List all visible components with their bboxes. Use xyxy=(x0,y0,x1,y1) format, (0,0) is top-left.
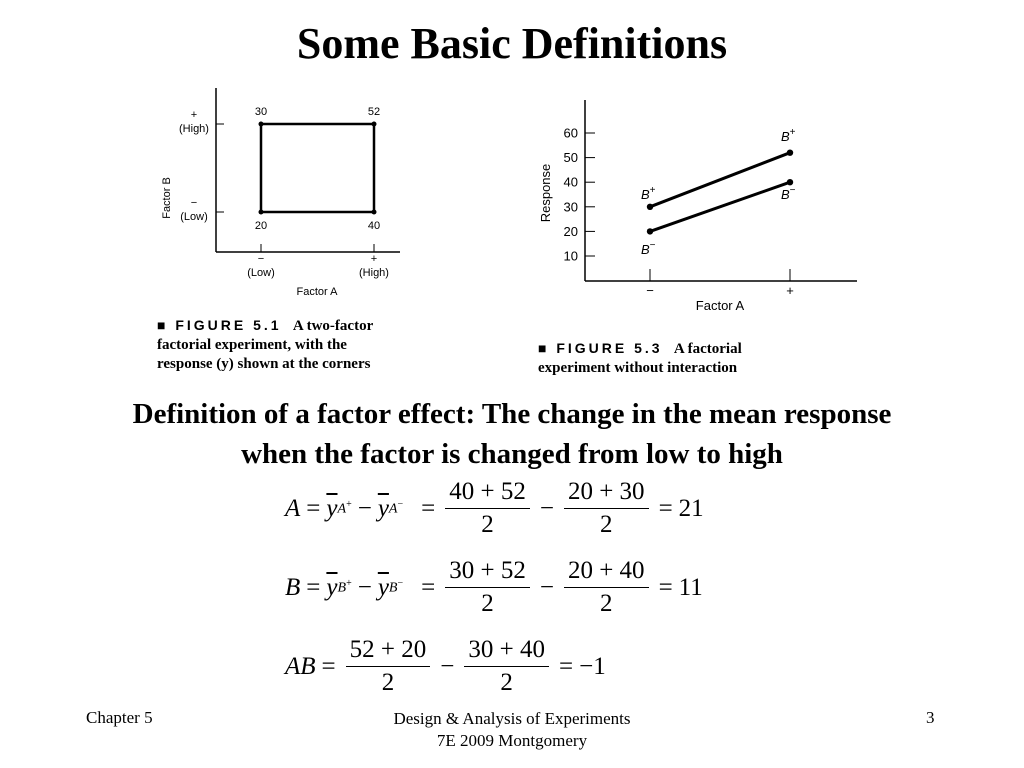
caption-text: factorial experiment, with the xyxy=(157,337,347,353)
x-low-sign: − xyxy=(257,253,265,265)
footer-page-number: 3 xyxy=(926,708,935,727)
series-lines xyxy=(647,149,793,234)
corner-value-bottom-right: 40 xyxy=(367,220,381,232)
minus-sign: − xyxy=(539,494,554,522)
fraction xyxy=(346,636,431,697)
figure-5-1-caption xyxy=(157,316,373,374)
data-point xyxy=(647,228,653,234)
denominator: 2 xyxy=(381,669,395,696)
corner-point xyxy=(259,122,264,127)
definition-line: when the factor is changed from low to high xyxy=(241,438,783,470)
corner-value-top-left: 30 xyxy=(254,106,268,118)
eq-result: −1 xyxy=(579,652,606,680)
y-low-label: (Low) xyxy=(180,211,208,223)
y-tick-label: 60 xyxy=(563,125,578,141)
fraction xyxy=(464,636,549,697)
y-tick-label: 10 xyxy=(563,248,578,264)
equals-sign: = xyxy=(658,573,673,601)
y-high-sign: + xyxy=(190,109,198,121)
slide-title: Some Basic Definitions xyxy=(296,19,728,68)
denominator: 2 xyxy=(500,669,513,696)
figure-5-1 xyxy=(150,88,410,303)
x-high-label: (High) xyxy=(359,267,389,279)
numerator: 30 + 40 xyxy=(464,636,549,667)
factor-effect-definition xyxy=(0,394,1024,474)
y-tick-label: 30 xyxy=(563,199,578,215)
data-point xyxy=(647,204,653,210)
footer-title-line: 7E 2009 Montgomery xyxy=(436,731,588,750)
minus-sign: − xyxy=(357,494,372,522)
minus-sign: − xyxy=(539,573,554,601)
denominator: 2 xyxy=(600,511,613,538)
corner-point xyxy=(372,122,377,127)
factor-a-label: Factor A xyxy=(695,298,745,313)
series-label-bplus-left: B+ xyxy=(641,185,656,202)
series-line xyxy=(650,182,790,231)
minus-sign: − xyxy=(440,652,455,680)
equals-sign: = xyxy=(558,652,574,680)
mean-symbol: $\overline{y}$ xyxy=(326,573,338,601)
corner-point xyxy=(372,210,377,215)
caption-text: A two-factor xyxy=(292,318,374,334)
subscript: A xyxy=(388,501,398,517)
equals-sign: = xyxy=(421,573,436,601)
corner-point xyxy=(259,210,264,215)
numerator: 20 + 30 xyxy=(564,478,649,509)
x-minus-label: − xyxy=(646,283,654,298)
numerator: 52 + 20 xyxy=(346,636,431,667)
fraction xyxy=(445,478,530,539)
footer-title-line: Design & Analysis of Experiments xyxy=(393,709,631,728)
series-line xyxy=(650,153,790,207)
series-label-bminus-right: B− xyxy=(781,185,796,202)
equation-b: B = $\overline{y}$ B+ − $\overline{y}$ B− = $\frac{30 + 52}{2}$ − $\frac{20 + 40}{2}$ = 11 xyxy=(285,557,703,617)
caption-number: ■ FIGURE 5.1 xyxy=(157,317,282,333)
definition-line: Definition of a factor effect: The change in the mean response xyxy=(132,398,892,430)
mean-symbol: $\overline{y}$ xyxy=(326,494,338,522)
numerator: 20 + 40 xyxy=(564,557,649,588)
series-label-bplus-right: B+ xyxy=(781,127,796,144)
eq-result: 21 xyxy=(678,494,704,522)
footer-chapter: Chapter 5 xyxy=(86,708,153,727)
denominator: 2 xyxy=(481,511,494,538)
caption-text: A factorial xyxy=(673,341,742,357)
eq-result: 11 xyxy=(678,573,703,601)
mean-symbol: $\overline{y}$ xyxy=(377,573,389,601)
eq-lhs: B xyxy=(285,573,301,601)
fraction xyxy=(445,557,530,618)
figure-5-3-caption xyxy=(538,339,742,378)
denominator: 2 xyxy=(481,590,494,617)
y-low-sign: − xyxy=(190,197,198,209)
subscript: B xyxy=(337,580,347,596)
equals-sign: = xyxy=(321,652,336,680)
caption-text: response (y) shown at the corners xyxy=(157,356,371,372)
fraction xyxy=(564,557,649,618)
x-high-sign: + xyxy=(370,253,378,265)
equation-a: A = $\overline{y}$ A+ − $\overline{y}$ A− = $\frac{40 + 52}{2}$ − $\frac{20 + 30}{2}$ = 21 xyxy=(285,478,704,538)
y-tick-label: 20 xyxy=(563,223,578,239)
numerator: 40 + 52 xyxy=(445,478,530,509)
equation-ab xyxy=(285,636,606,697)
minus-sign: − xyxy=(357,573,372,601)
response-label: Response xyxy=(538,163,553,223)
equals-sign: = xyxy=(658,494,673,522)
factor-a-label: Factor A xyxy=(296,286,338,298)
caption-text: experiment without interaction xyxy=(538,360,738,376)
numerator: 30 + 52 xyxy=(445,557,530,588)
factor-b-label: Factor B xyxy=(161,177,173,219)
subscript: B xyxy=(388,580,398,596)
factorial-square xyxy=(261,124,374,212)
eq-lhs: AB xyxy=(285,652,316,680)
series-label-bminus-left: B− xyxy=(641,240,656,257)
x-low-label: (Low) xyxy=(247,267,275,279)
y-tick-label: 40 xyxy=(563,174,578,190)
equals-sign: = xyxy=(306,573,321,601)
footer-title xyxy=(312,708,712,752)
x-plus-label: + xyxy=(786,283,794,298)
eq-lhs: A xyxy=(285,494,301,522)
caption-number: ■ FIGURE 5.3 xyxy=(538,340,663,356)
figure-5-3 xyxy=(535,96,865,316)
data-point xyxy=(787,149,793,155)
denominator: 2 xyxy=(600,590,613,617)
y-ticks xyxy=(564,126,595,264)
mean-symbol: $\overline{y}$ xyxy=(377,494,389,522)
fraction xyxy=(564,478,649,539)
y-high-label: (High) xyxy=(179,123,209,135)
equals-sign: = xyxy=(306,494,321,522)
equals-sign: = xyxy=(421,494,436,522)
corner-value-top-right: 52 xyxy=(367,106,381,118)
y-tick-label: 50 xyxy=(563,150,578,166)
corner-value-bottom-left: 20 xyxy=(254,220,268,232)
subscript: A xyxy=(337,501,347,517)
